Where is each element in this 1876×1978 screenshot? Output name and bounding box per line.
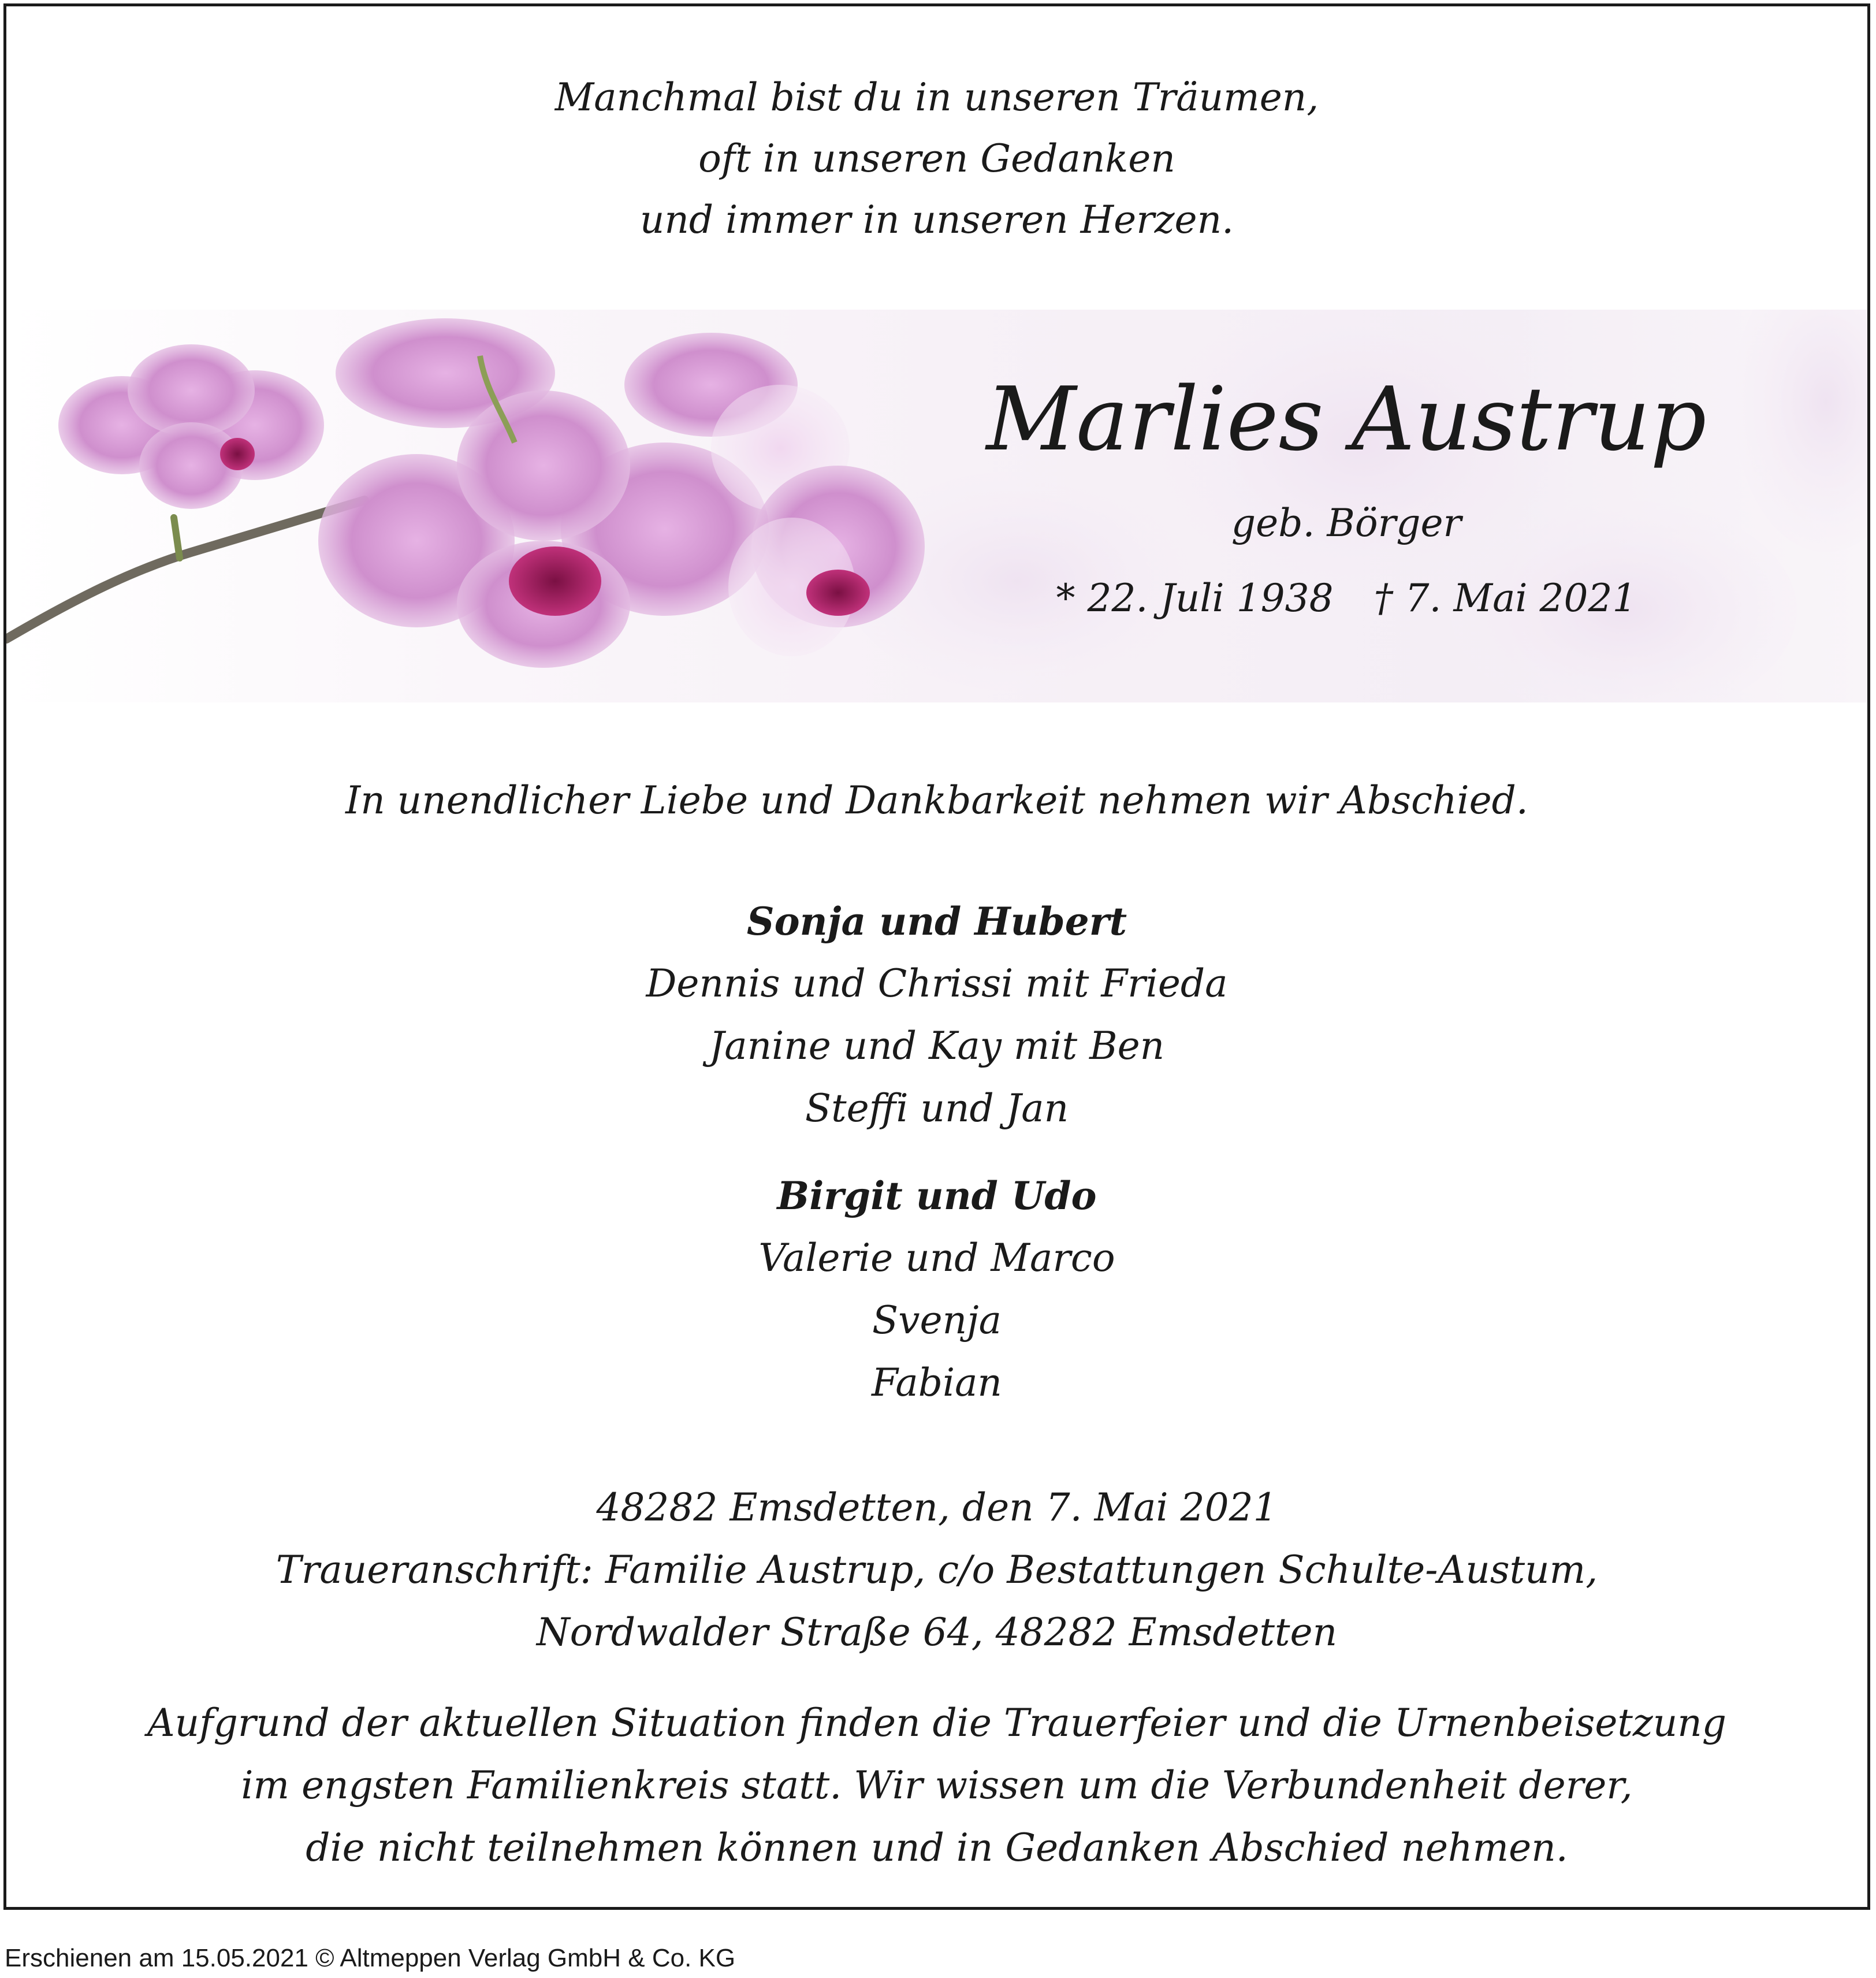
family-member: Dennis und Chrissi mit Frieda (646, 961, 1228, 1006)
obituary-frame (3, 3, 1870, 1910)
farewell-text: In unendlicher Liebe und Dankbarkeit nehmen wir Abschied. (345, 778, 1528, 823)
place-and-address (6, 1477, 1867, 1664)
deceased-name: Marlies Austrup (986, 368, 1707, 470)
mourning-address-line: Traueranschrift: Familie Austrup, c/o Bestattungen Schulte-Austum, (276, 1548, 1598, 1592)
family-member: Valerie und Marco (758, 1236, 1115, 1280)
publication-footer: Erschienen am 15.05.2021 © Altmeppen Verlag GmbH & Co. KG (5, 1944, 736, 1972)
death-date: † 7. Mai 2021 (1374, 576, 1637, 620)
memorial-poem (6, 67, 1867, 251)
family-head: Birgit und Udo (777, 1173, 1097, 1218)
place-date: 48282 Emsdetten, den 7. Mai 2021 (596, 1485, 1278, 1530)
notice-line: Aufgrund der aktuellen Situation finden die Trauerfeier und die Urnenbeisetzung (147, 1701, 1726, 1745)
poem-line: oft in unseren Gedanken (698, 136, 1175, 181)
orchid-banner (6, 310, 1867, 702)
family-member: Steffi und Jan (805, 1086, 1069, 1131)
life-dates (919, 572, 1774, 624)
family-head: Sonja und Hubert (746, 899, 1127, 944)
notice-line: die nicht teilnehmen können und in Gedanken Abschied nehmen. (306, 1825, 1568, 1870)
maiden-name: geb. Börger (1231, 501, 1462, 545)
family-group (6, 1165, 1867, 1414)
notice-line: im engsten Familienkreis statt. Wir wissen um die Verbundenheit derer, (241, 1763, 1633, 1808)
poem-line: Manchmal bist du in unseren Träumen, (554, 75, 1319, 120)
family-member: Svenja (872, 1298, 1002, 1343)
mourning-address-line: Nordwalder Straße 64, 48282 Emsdetten (536, 1610, 1338, 1654)
poem-line: und immer in unseren Herzen. (639, 198, 1234, 242)
family-member: Janine und Kay mit Ben (709, 1024, 1165, 1068)
family-group (6, 890, 1867, 1140)
birth-date: * 22. Juli 1938 (1056, 576, 1334, 620)
family-member: Fabian (872, 1360, 1002, 1405)
funeral-notice (6, 1692, 1867, 1879)
